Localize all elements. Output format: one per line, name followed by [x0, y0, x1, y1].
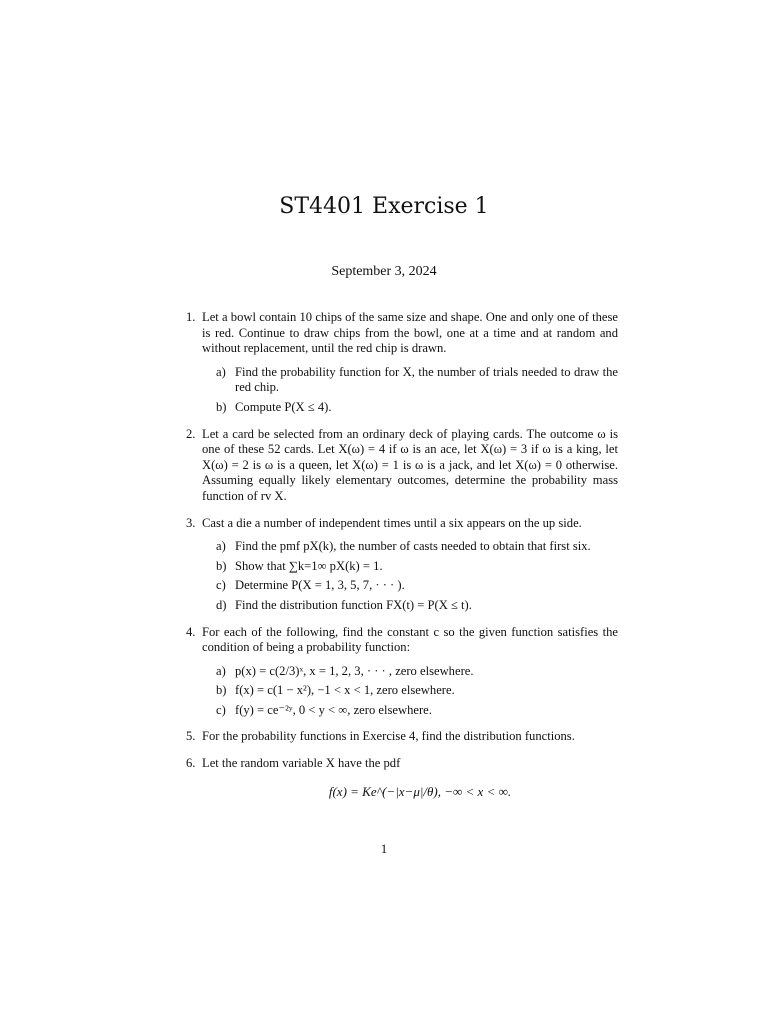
- problem-text: For each of the following, find the constant c so the given function satisfies the condition of being a probability function:: [202, 624, 618, 655]
- problem-number: 1.: [186, 310, 196, 324]
- subproblem: [216, 703, 618, 719]
- problem-number: 3.: [186, 515, 196, 530]
- subproblem-text: p(x) = c(2/3)ˣ, x = 1, 2, 3, · · · , zero elsewhere.: [235, 663, 474, 678]
- problem-number: 5.: [186, 729, 196, 744]
- subproblem-text: Show that ∑k=1∞ pX(k) = 1.: [235, 558, 383, 573]
- subproblem-label: a): [216, 663, 226, 678]
- subproblem-label: b): [216, 683, 227, 698]
- problem-5: [186, 729, 618, 745]
- subproblem: [216, 578, 618, 594]
- problem-text: Cast a die a number of independent times until a six appears on the up side.: [202, 515, 582, 530]
- subproblem-list: [202, 664, 618, 719]
- problem-text: For the probability functions in Exercise 4, find the distribution functions.: [202, 729, 575, 744]
- problem-text: Let the random variable X have the pdf: [202, 756, 401, 771]
- subproblem: [216, 559, 618, 575]
- problem-number: 6.: [186, 756, 196, 771]
- page-title: ST4401 Exercise 1: [279, 194, 489, 219]
- problem-2: [186, 427, 618, 505]
- subproblem: [216, 664, 618, 680]
- subproblem-label: c): [216, 702, 226, 717]
- subproblem-label: b): [216, 558, 227, 573]
- page-date: September 3, 2024: [331, 264, 437, 279]
- subproblem-text: Determine P(X = 1, 3, 5, 7, · · · ).: [235, 578, 405, 593]
- problem-text: Let a bowl contain 10 chips of the same size and shape. One and only one of these is red. Continue to draw chips from the bowl, one at a time and at random and without replacement, until the red chip is drawn.: [202, 310, 618, 356]
- subproblem: [216, 400, 618, 416]
- subproblem-text: Compute P(X ≤ 4).: [235, 399, 332, 414]
- problem-1: [186, 310, 618, 416]
- problem-text: Let a card be selected from an ordinary deck of playing cards. The outcome ω is one of these 52 cards. Let X(ω) = 4 if ω is an ace, let X(ω) = 3 if ω is a king, let X(ω) = 2 is ω is a queen, let X(ω) = 1 is ω is a jack, and let X(ω) = 0 otherwise. Assuming equally likely elementary outcomes, determine the probability mass function of rv X.: [202, 426, 618, 503]
- subproblem-text: Find the probability function for X, the number of trials needed to draw the red chip.: [235, 364, 618, 395]
- problem-4: [186, 625, 618, 719]
- problem-number: 4.: [186, 624, 196, 639]
- subproblem: [216, 365, 618, 396]
- problem-6: [186, 756, 618, 799]
- problem-list: [186, 310, 618, 810]
- subproblem-label: a): [216, 364, 226, 379]
- subproblem-text: f(x) = c(1 − x²), −1 < x < 1, zero elsewhere.: [235, 683, 455, 698]
- subproblem-list: [202, 539, 618, 613]
- subproblem-text: f(y) = ce⁻²ʸ, 0 < y < ∞, zero elsewhere.: [235, 702, 432, 717]
- subproblem-text: Find the distribution function FX(t) = P(X ≤ t).: [235, 597, 472, 612]
- page-number: 1: [380, 841, 388, 856]
- subproblem-label: b): [216, 399, 227, 414]
- subproblem: [216, 598, 618, 614]
- display-equation: f(x) = Ke^(−|x−μ|/θ), −∞ < x < ∞.: [328, 783, 512, 799]
- subproblem: [216, 683, 618, 699]
- subproblem-label: a): [216, 539, 226, 554]
- problem-3: [186, 516, 618, 614]
- subproblem-label: d): [216, 597, 227, 612]
- subproblem-text: Find the pmf pX(k), the number of casts needed to obtain that first six.: [235, 539, 591, 554]
- problem-number: 2.: [186, 426, 196, 441]
- subproblem-list: [202, 365, 618, 416]
- subproblem-label: c): [216, 578, 226, 593]
- subproblem: [216, 539, 618, 555]
